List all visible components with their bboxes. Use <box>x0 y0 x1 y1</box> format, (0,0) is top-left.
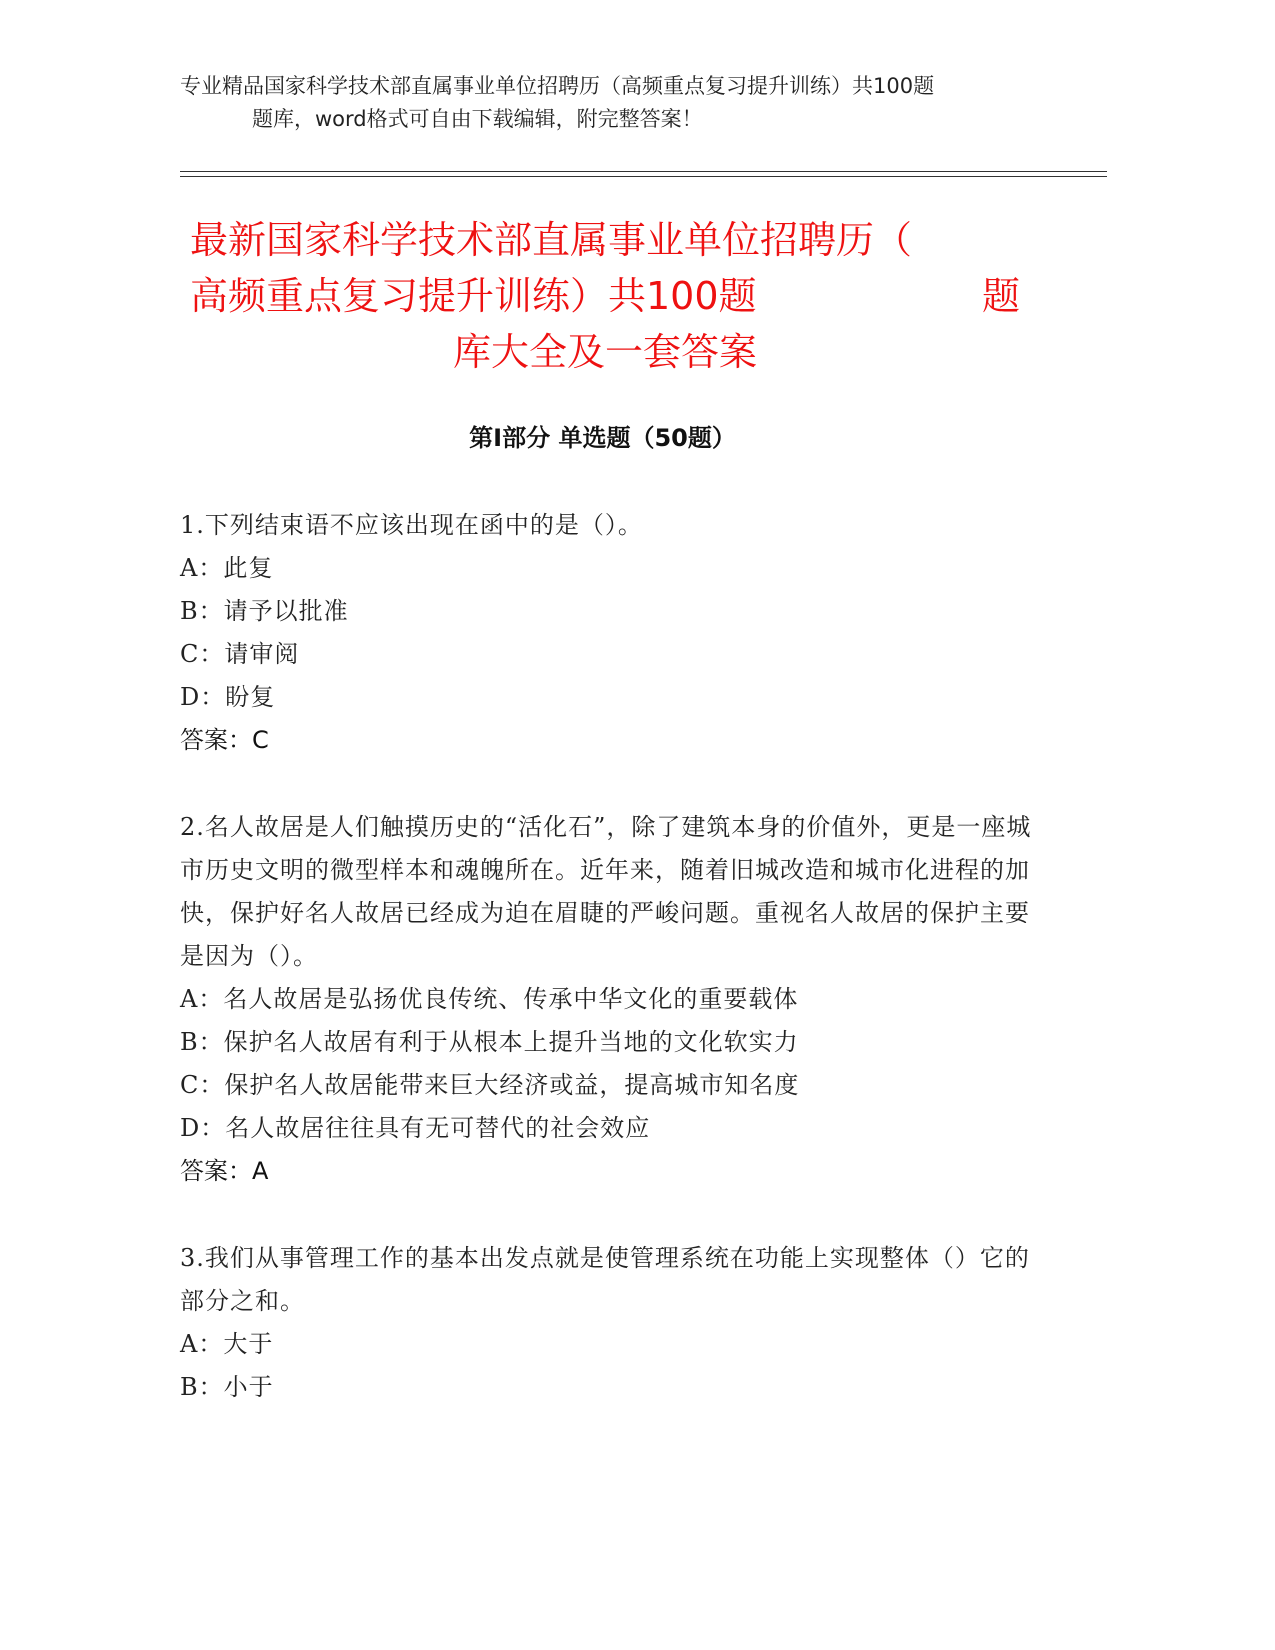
answer: 答案：A <box>180 1157 269 1185</box>
question-stem: 3.我们从事管理工作的基本出发点就是使管理系统在功能上实现整体（）它的部分之和。 <box>180 1244 1030 1315</box>
question-stem: 2.名人故居是人们触摸历史的“活化石”，除了建筑本身的价值外，更是一座城市历史文明的微型样本和魂魄所在。近年来，随着旧城改造和城市化进程的加快，保护好名人故居已经成为迫在眉睫的严峻问题。重视名人故居的保护主要是因为（）。 <box>180 813 1032 970</box>
question-3 <box>180 1237 1040 1409</box>
header-divider-bottom <box>180 176 1107 177</box>
title-line-3: 库大全及一套答案 <box>452 330 757 374</box>
page-header <box>180 70 1080 136</box>
question-2 <box>180 806 1040 1193</box>
option-a: A：大于 <box>180 1330 274 1358</box>
question-1 <box>180 504 1040 762</box>
answer: 答案：C <box>180 726 269 754</box>
option-b: B：小于 <box>180 1373 274 1401</box>
question-stem: 1.下列结束语不应该出现在函中的是（）。 <box>180 511 643 539</box>
option-d: D：盼复 <box>180 683 276 711</box>
section-title: 第Ⅰ部分 单选题（50题） <box>469 424 736 452</box>
header-line-1: 专业精品国家科学技术部直属事业单位招聘历（高频重点复习提升训练）共100题 <box>180 74 935 98</box>
title-line-2 <box>190 268 1020 324</box>
option-b: B：保护名人故居有利于从根本上提升当地的文化软实力 <box>180 1028 799 1056</box>
question-list <box>180 504 1040 1453</box>
option-a: A：名人故居是弘扬优良传统、传承中华文化的重要载体 <box>180 985 799 1013</box>
document-title <box>190 212 1050 380</box>
header-line-2: 题库，word格式可自由下载编辑，附完整答案！ <box>252 107 703 131</box>
header-divider-top <box>180 171 1107 172</box>
option-b: B：请予以批准 <box>180 597 349 625</box>
option-c: C：请审阅 <box>180 640 300 668</box>
option-c: C：保护名人故居能带来巨大经济或益，提高城市知名度 <box>180 1071 800 1099</box>
title-line-1: 最新国家科学技术部直属事业单位招聘历（ <box>190 218 913 262</box>
title-line-2-tail: 题 <box>981 274 1020 318</box>
option-d: D：名人故居往往具有无可替代的社会效应 <box>180 1114 651 1142</box>
title-line-2-main: 高频重点复习提升训练）共100题 <box>190 274 757 318</box>
option-a: A：此复 <box>180 554 274 582</box>
